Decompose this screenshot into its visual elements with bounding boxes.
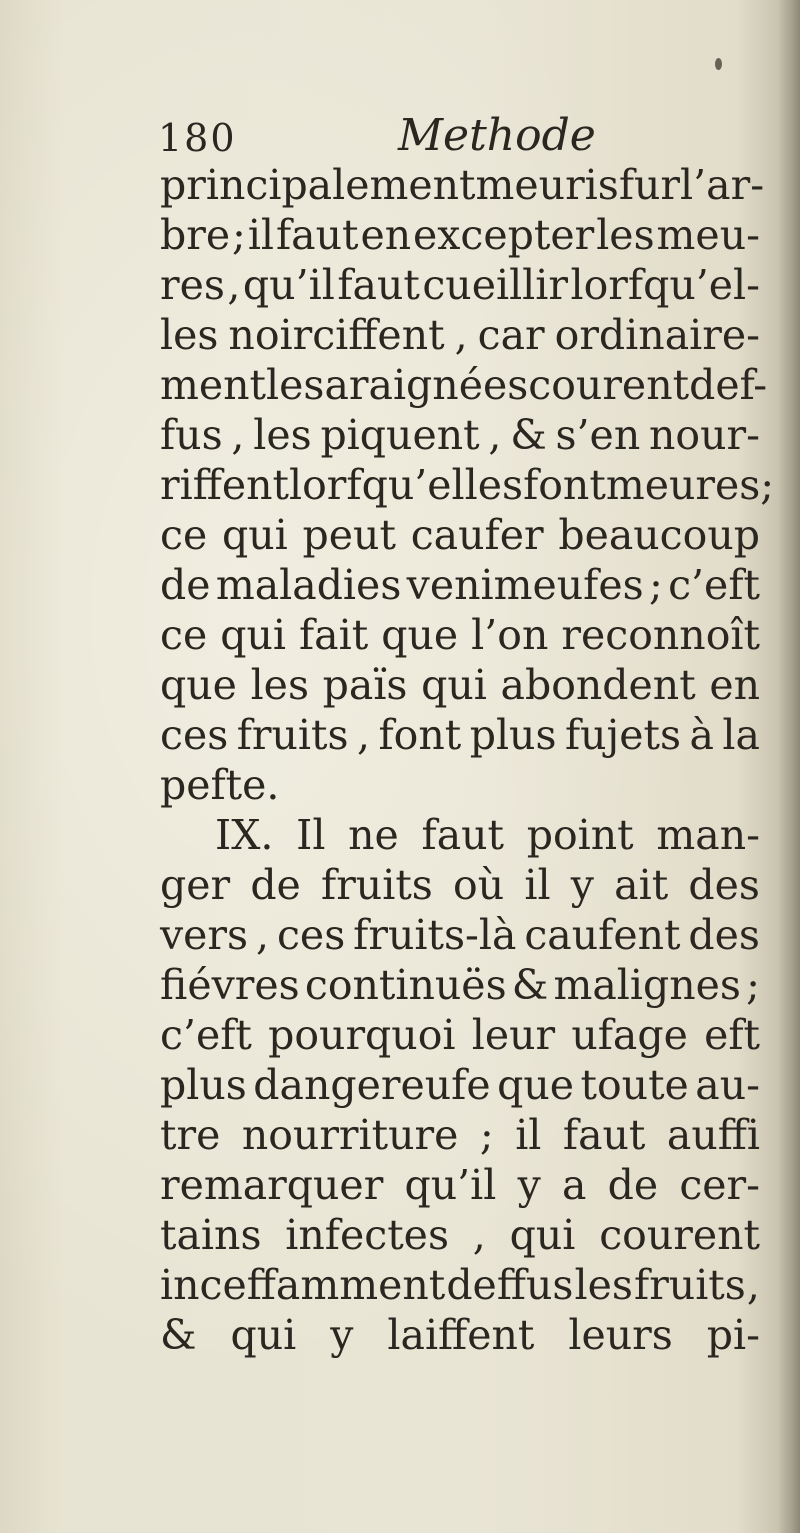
text-line: principalement meuris fur l’ar- (160, 161, 765, 209)
text-line: ment les araignées courent def- (160, 361, 768, 409)
text-line: remarquer qu’il y a de cer- (160, 1161, 760, 1209)
page-number: 180 (158, 116, 237, 160)
text-line: IX. Il ne faut point man- (215, 811, 760, 859)
text-line: ces fruits , font plus fujets à la (160, 711, 760, 759)
page-edge-shadow (778, 0, 800, 1533)
text-line: plus dangereufe que toute au- (160, 1061, 760, 1109)
text-line: pefte. (160, 761, 280, 809)
text-line: bre ; il faut en excepter les meu- (160, 211, 760, 259)
text-line: tre nourriture ; il faut auffi (160, 1111, 760, 1159)
text-line: ger de fruits où il y ait des (160, 861, 760, 909)
text-line: & qui y laiffent leurs pi- (160, 1311, 760, 1359)
running-title: Methode (398, 110, 596, 161)
text-line: les noirciffent , car ordinaire- (160, 311, 760, 359)
text-line: res , qu’il faut cueillir lorfqu’el- (160, 261, 760, 309)
text-line: ce qui peut caufer beaucoup (160, 511, 760, 559)
text-line: riffent lorfqu’elles font meures ; (160, 461, 775, 509)
page-header (158, 108, 758, 168)
text-line: inceffamment deffus les fruits , (160, 1261, 760, 1309)
text-line: de maladies venimeufes ; c’eft (160, 561, 760, 609)
body-text (160, 160, 775, 1360)
text-line: ce qui fait que l’on reconnoît (160, 611, 760, 659)
text-line: vers , ces fruits-là caufent des (160, 911, 760, 959)
text-line: tains infectes , qui courent (160, 1211, 760, 1259)
ink-blot (715, 58, 722, 70)
text-line: que les païs qui abondent en (160, 661, 760, 709)
text-line: fiévres continuës & malignes ; (160, 961, 760, 1009)
text-line: fus , les piquent , & s’en nour- (160, 411, 760, 459)
text-line: c’eft pourquoi leur ufage eft (160, 1011, 760, 1059)
